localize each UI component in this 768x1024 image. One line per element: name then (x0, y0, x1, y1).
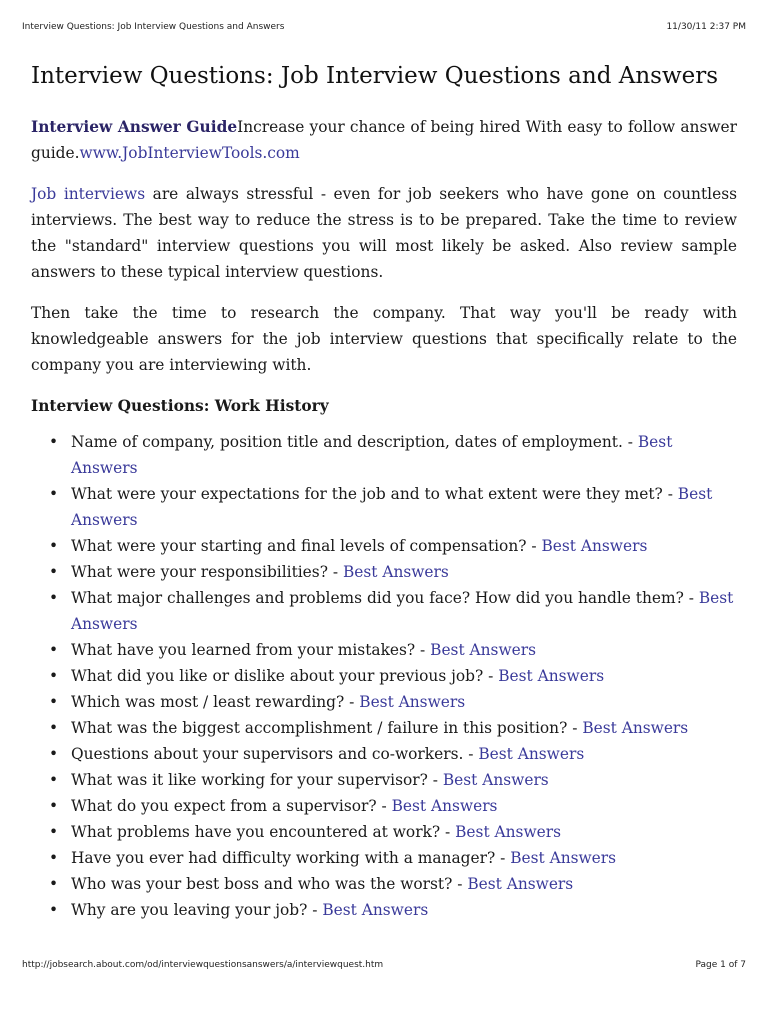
question-text: What were your expectations for the job and to what extent were they met? - (71, 485, 678, 503)
question-text: Name of company, position title and description, dates of employment. - (71, 433, 638, 451)
best-answers-link[interactable]: Best Answers (510, 849, 617, 867)
best-answers-link[interactable]: Best Answers (582, 719, 689, 737)
best-answers-link[interactable]: Best Answers (71, 485, 713, 529)
list-item (49, 845, 737, 871)
list-item (49, 637, 737, 663)
list-item (49, 741, 737, 767)
list-item (49, 559, 737, 585)
best-answers-link[interactable]: Best Answers (359, 693, 466, 711)
list-item (49, 481, 737, 533)
best-answers-link[interactable]: Best Answers (455, 823, 561, 841)
bullet-icon: • (49, 537, 59, 555)
best-answers-link[interactable]: Best Answers (322, 901, 429, 919)
question-text: Questions about your supervisors and co-workers. - (71, 745, 479, 763)
question-text: Which was most / least rewarding? - (71, 693, 360, 711)
header-timestamp: 11/30/11 2:37 PM (666, 22, 746, 32)
question-text: What have you learned from your mistakes? - (71, 641, 431, 659)
list-item (49, 793, 737, 819)
bullet-icon: • (49, 641, 59, 659)
bullet-icon: • (49, 745, 59, 763)
question-text: What major challenges and problems did you face? How did you handle them? - (71, 589, 699, 607)
print-header (22, 22, 746, 32)
ad-title-link[interactable]: Interview Answer Guide (31, 118, 238, 136)
question-text: What do you expect from a supervisor? - (71, 797, 392, 815)
questions-list (31, 429, 737, 923)
question-text: Why are you leaving your job? - (71, 901, 323, 919)
bullet-icon: • (49, 849, 59, 867)
question-text: What were your starting and final levels of compensation? - (71, 537, 542, 555)
list-item (49, 663, 737, 689)
bullet-icon: • (49, 875, 59, 893)
bullet-icon: • (49, 719, 59, 737)
best-answers-link[interactable]: Best Answers (442, 771, 549, 789)
bullet-icon: • (49, 901, 59, 919)
list-item (49, 767, 737, 793)
bullet-icon: • (49, 771, 59, 789)
best-answers-link[interactable]: Best Answers (430, 641, 536, 659)
question-text: Have you ever had difficulty working with a manager? - (71, 849, 511, 867)
list-item (49, 689, 737, 715)
article (31, 60, 737, 923)
best-answers-link[interactable]: Best Answers (71, 433, 673, 477)
question-text: What were your responsibilities? - (71, 563, 343, 581)
ad-paragraph (31, 114, 737, 166)
question-text: What was it like working for your supervisor? - (71, 771, 443, 789)
bullet-icon: • (49, 589, 59, 607)
bullet-icon: • (49, 563, 59, 581)
intro-paragraph (31, 181, 737, 285)
best-answers-link[interactable]: Best Answers (498, 667, 605, 685)
list-item (49, 429, 737, 481)
print-footer (22, 960, 746, 970)
bullet-icon: • (49, 693, 59, 711)
job-interviews-link[interactable]: Job interviews (31, 185, 146, 203)
footer-url: http://jobsearch.about.com/od/interviewquestionsanswers/a/interviewquest.htm (22, 960, 384, 970)
best-answers-link[interactable]: Best Answers (478, 745, 585, 763)
bullet-icon: • (49, 667, 59, 685)
best-answers-link[interactable]: Best Answers (71, 589, 734, 633)
list-item (49, 871, 737, 897)
bullet-icon: • (49, 433, 59, 451)
list-item (49, 715, 737, 741)
list-item (49, 819, 737, 845)
research-paragraph: Then take the time to research the company. That way you'll be ready with knowledgeable answers for the job interview questions that specifically relate to the company you are interviewing with. (31, 304, 737, 374)
ad-url-link[interactable]: www.JobInterviewTools.com (79, 144, 300, 162)
list-item (49, 585, 737, 637)
ad-text: Increase your chance of being hired With easy to follow answer guide. (31, 118, 737, 162)
intro-text: are always stressful - even for job seekers who have gone on countless interviews. The best way to reduce the stress is to be prepared. Take the time to review the "standard" interview questions you will most likely be asked. Also review sample answers to these typical interview questions. (31, 185, 737, 281)
list-item (49, 533, 737, 559)
question-text: What was the biggest accomplishment / failure in this position? - (71, 719, 583, 737)
page-indicator: Page 1 of 7 (695, 960, 746, 970)
question-text: What did you like or dislike about your previous job? - (71, 667, 499, 685)
question-text: What problems have you encountered at work? - (71, 823, 456, 841)
best-answers-link[interactable]: Best Answers (541, 537, 648, 555)
best-answers-link[interactable]: Best Answers (467, 875, 574, 893)
question-text: Who was your best boss and who was the worst? - (71, 875, 468, 893)
bullet-icon: • (49, 797, 59, 815)
page-title: Interview Questions: Job Interview Questions and Answers (31, 63, 719, 89)
header-doc-title: Interview Questions: Job Interview Questions and Answers (22, 22, 285, 32)
best-answers-link[interactable]: Best Answers (342, 563, 449, 581)
best-answers-link[interactable]: Best Answers (391, 797, 498, 815)
section-heading: Interview Questions: Work History (31, 397, 329, 415)
list-item (49, 897, 737, 923)
bullet-icon: • (49, 823, 59, 841)
bullet-icon: • (49, 485, 59, 503)
